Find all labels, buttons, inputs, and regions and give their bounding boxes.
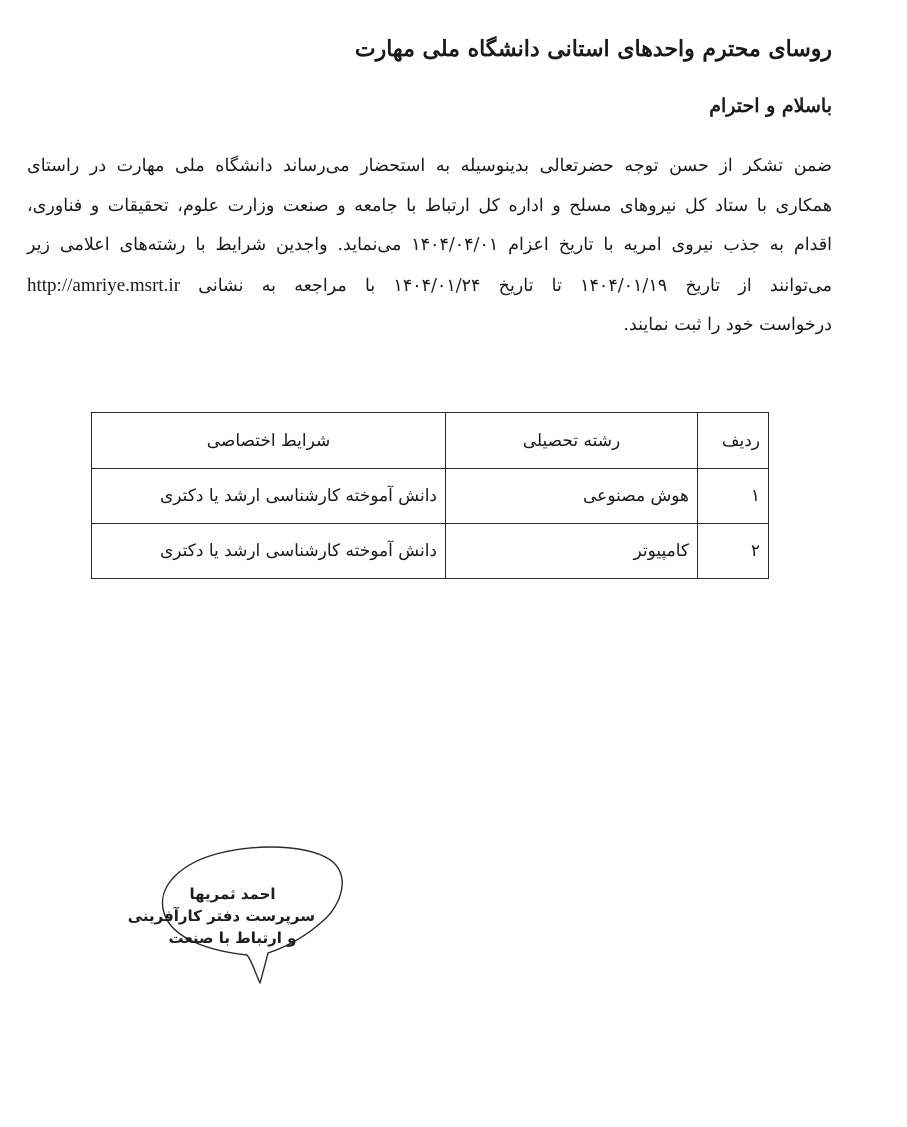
header-row-number: ردیف: [698, 413, 769, 469]
header-field: رشته تحصیلی: [446, 413, 698, 469]
table-header-row: [92, 413, 769, 469]
registration-url[interactable]: http://amriye.msrt.ir: [27, 274, 181, 296]
cell-field: هوش مصنوعی: [446, 469, 698, 524]
letter-greeting: باسلام و احترام: [709, 95, 832, 117]
body-line: اقدام به جذب نیروی امریه با تاریخ اعزام ۱۴۰۴/۰۴/۰۱ می‌نماید. واجدین شرایط با رشته‌های اعلامی زیر: [27, 235, 833, 255]
fields-table: [91, 412, 769, 579]
cell-row-number: ۱: [698, 469, 769, 524]
signature-stamp: [127, 835, 345, 985]
signer-title-line2: و ارتباط با صنعت: [168, 929, 297, 947]
body-line-text: می‌توانند از تاریخ ۱۴۰۴/۰۱/۱۹ تا تاریخ ۱۴۰۴/۰۱/۲۴ با مراجعه به نشانی: [198, 275, 832, 296]
table-row: [92, 469, 769, 524]
header-conditions: شرایط اختصاصی: [92, 413, 446, 469]
signer-name: احمد ثمریها: [189, 885, 276, 903]
body-line-with-url: [27, 266, 832, 307]
table-row: [92, 524, 769, 579]
cell-field: کامپیوتر: [446, 524, 698, 579]
signer-title-line1: سرپرست دفتر کارآفرینی: [127, 907, 315, 925]
cell-conditions: دانش آموخته کارشناسی ارشد یا دکتری: [92, 469, 446, 524]
signature-text: [127, 883, 315, 949]
cell-row-number: ۲: [698, 524, 769, 579]
letter-body: [27, 147, 832, 346]
cell-conditions: دانش آموخته کارشناسی ارشد یا دکتری: [92, 524, 446, 579]
body-line: درخواست خود را ثبت نمایند.: [623, 315, 832, 335]
letter-heading: روسای محترم واحدهای استانی دانشگاه ملی مهارت: [354, 36, 832, 62]
body-line: ضمن تشکر از حسن توجه حضرتعالی بدینوسیله به استحضار می‌رساند دانشگاه ملی مهارت در راستای: [27, 156, 832, 176]
body-line: همکاری با ستاد کل نیروهای مسلح و اداره کل ارتباط با جامعه و صنعت وزارت علوم، تحقیقات و فناوری،: [27, 195, 832, 216]
